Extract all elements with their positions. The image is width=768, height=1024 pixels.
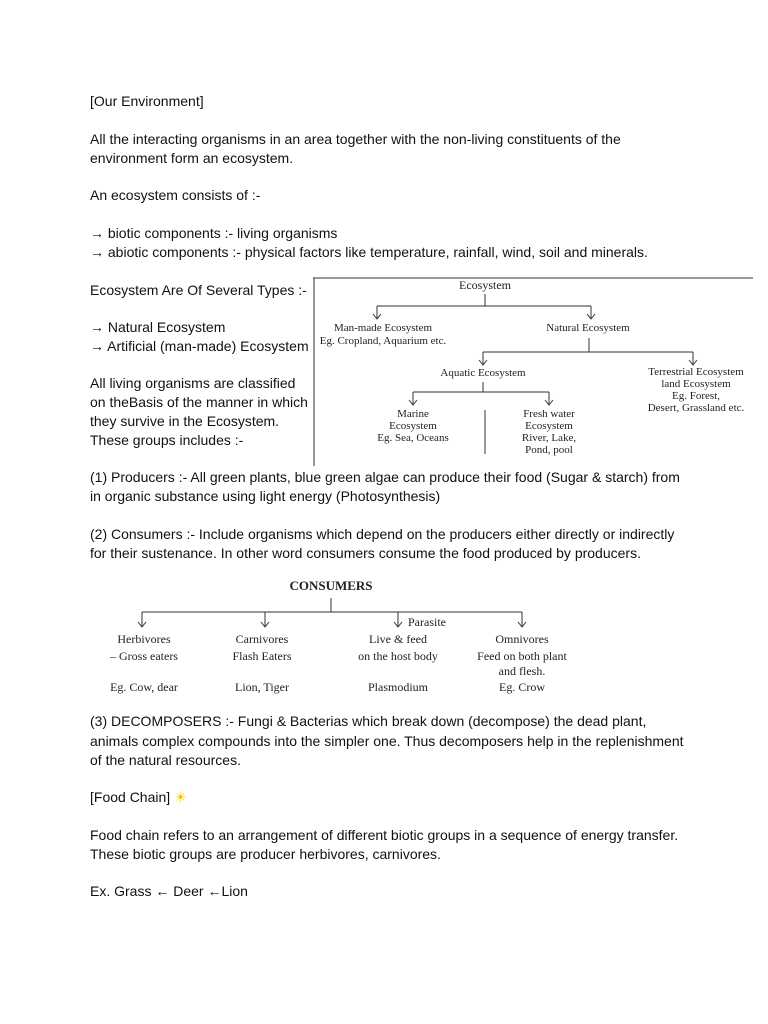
- classified-line-3: they survive in the Ecosystem.: [90, 413, 280, 429]
- eco-manmade-eg: Eg. Cropland, Aquarium etc.: [319, 335, 447, 347]
- parasite-title: Live & feed: [369, 632, 427, 646]
- eco-terrestrial-1: Terrestrial Ecosystem: [648, 366, 744, 378]
- ecosystem-diagram: [313, 276, 753, 466]
- consists-of-text: An ecosystem consists of :-: [90, 187, 261, 203]
- page-heading: [Our Environment]: [90, 93, 204, 109]
- type-artificial: → Artificial (man-made) Ecosystem: [90, 338, 309, 354]
- sun-icon: ☀: [174, 789, 187, 805]
- eco-fresh-4: Pond, pool: [525, 444, 573, 456]
- herbivores-eg: Eg. Cow, dear: [110, 680, 178, 694]
- consumers-line-1: (2) Consumers :- Include organisms which depend on the producers either directly or indirectly: [90, 526, 675, 542]
- eco-aquatic: Aquatic Ecosystem: [440, 367, 526, 379]
- carnivores-title: Carnivores: [235, 632, 289, 646]
- eco-natural: Natural Ecosystem: [546, 322, 630, 334]
- carnivores-eg: Lion, Tiger: [234, 680, 290, 694]
- types-title: Ecosystem Are Of Several Types :-: [90, 282, 307, 298]
- eco-marine-3: Eg. Sea, Oceans: [377, 432, 449, 444]
- eco-terrestrial-3: Eg. Forest,: [672, 390, 720, 402]
- parasite-eg: Plasmodium: [367, 680, 429, 694]
- eco-marine-1: Marine: [397, 408, 429, 420]
- biotic-component: → biotic components :- living organisms: [90, 225, 338, 241]
- eco-fresh-3: River, Lake,: [521, 432, 577, 444]
- eco-terrestrial-2: land Ecosystem: [661, 378, 731, 390]
- consumers-title: CONSUMERS: [289, 578, 373, 593]
- omnivores-desc-1: Feed on both plant: [477, 649, 567, 663]
- omnivores-eg: Eg. Crow: [499, 680, 545, 694]
- food-chain-example: Ex. Grass ← Deer ←Lion: [90, 883, 248, 899]
- omnivores-desc-2: and flesh.: [498, 664, 546, 678]
- consumers-diagram: [100, 574, 590, 700]
- consumers-line-2: for their sustenance. In other word consumers consume the food produced by producers.: [90, 545, 641, 561]
- food-chain-line-1: Food chain refers to an arrangement of different biotic groups in a sequence of energy transfer.: [90, 827, 679, 843]
- herbivores-desc: – Gross eaters: [110, 649, 178, 663]
- eco-fresh-1: Fresh water: [523, 408, 575, 420]
- decomposers-line-1: (3) DECOMPOSERS :- Fungi & Bacterias which break down (decompose) the dead plant,: [90, 713, 647, 729]
- classified-line-2: on theBasis of the manner in which: [90, 394, 308, 410]
- type-natural: → Natural Ecosystem: [90, 319, 226, 335]
- intro-line-2: environment form an ecosystem.: [90, 150, 294, 166]
- classified-line-4: These groups includes :-: [90, 432, 244, 448]
- classified-line-1: All living organisms are classified: [90, 375, 296, 391]
- food-chain-heading: [Food Chain]: [90, 789, 171, 805]
- herbivores-title: Herbivores: [117, 632, 171, 646]
- food-chain-heading-row: [90, 788, 187, 807]
- eco-terrestrial-4: Desert, Grassland etc.: [647, 402, 745, 414]
- carnivores-desc: Flash Eaters: [232, 649, 292, 663]
- intro-line-1: All the interacting organisms in an area together with the non-living constituents of the: [90, 131, 621, 147]
- abiotic-component: → abiotic components :- physical factors like temperature, rainfall, wind, soil and minerals.: [90, 244, 648, 260]
- omnivores-title: Omnivores: [495, 632, 549, 646]
- producers-line-1: (1) Producers :- All green plants, blue green algae can produce their food (Sugar & starch) from: [90, 469, 680, 485]
- eco-root: Ecosystem: [459, 278, 511, 292]
- parasite-label: Parasite: [408, 615, 446, 629]
- eco-manmade: Man-made Ecosystem: [333, 322, 433, 334]
- food-chain-line-2: These biotic groups are producer herbivores, carnivores.: [90, 846, 441, 862]
- decomposers-line-2: animals complex compounds into the simpler one. Thus decomposers help in the replenishment: [90, 733, 684, 749]
- eco-fresh-2: Ecosystem: [525, 420, 573, 432]
- eco-marine-2: Ecosystem: [389, 420, 437, 432]
- decomposers-line-3: of the natural resources.: [90, 752, 241, 768]
- producers-line-2: in organic substance using light energy (Photosynthesis): [90, 488, 441, 504]
- parasite-desc: on the host body: [358, 649, 438, 663]
